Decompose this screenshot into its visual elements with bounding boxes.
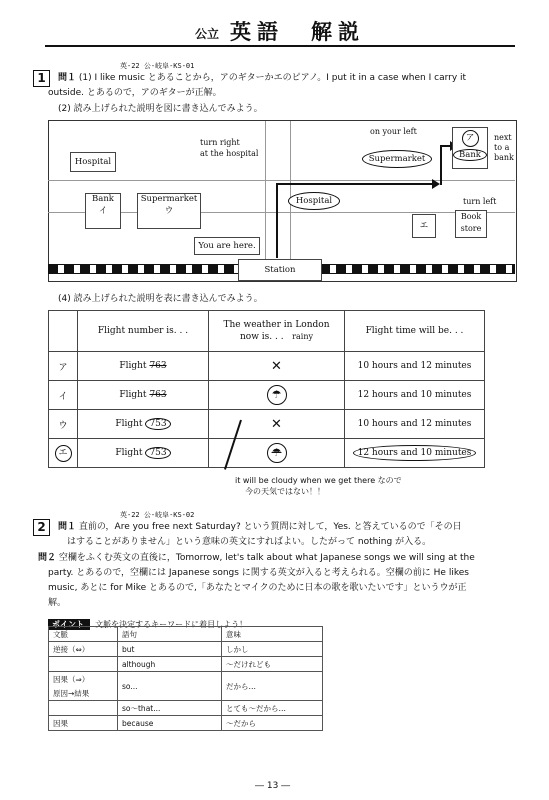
point-text: 文脈を決定するキーワードに着目しよう！ [95, 620, 248, 629]
bank-right-label: Bank [453, 149, 487, 161]
row-mark: ウ [49, 410, 78, 439]
q2-mon1 [58, 521, 528, 534]
page-title: 英語 解説 [230, 20, 365, 44]
kw-cell [49, 701, 118, 716]
row-time: 10 hours and 12 minutes [345, 410, 485, 439]
flight-label: Flight [115, 419, 143, 429]
row-flight [78, 410, 209, 439]
cloudy-note-line1: it will be cloudy when we get there なので [235, 476, 402, 485]
on-your-left-note: on your left [370, 127, 417, 136]
building-bank-right [452, 127, 488, 169]
kw-cell: although [118, 657, 222, 672]
rainy-note: rainy [292, 332, 313, 341]
crossed-out-icon: ✕ [271, 358, 282, 374]
kw-cell: 逆接（⇔） [49, 642, 118, 657]
cloudy-note-line2: 今の天気ではない！！ [245, 487, 325, 496]
row-mark: イ [49, 381, 78, 410]
building-station: Station [238, 259, 322, 281]
umbrella-icon: ☂ [267, 385, 287, 405]
table-row [49, 439, 485, 468]
q1-sub4: (4) 読み上げられた説明を表に書き込んでみよう。 [58, 294, 263, 304]
at-hospital-label: at the hospital [200, 149, 259, 158]
bookstore-label-1: Book [460, 212, 482, 221]
building-hospital-left: Hospital [70, 152, 116, 172]
row-time [345, 439, 485, 468]
building-hospital-mid: Hospital [288, 192, 340, 210]
flight-table-header [49, 311, 485, 352]
arrow-head [432, 179, 440, 189]
q1-mon1-line2: outside. とあるので，アのギターが正解。 [48, 88, 222, 98]
table-row [49, 381, 485, 410]
row-mark [49, 439, 78, 468]
publisher-label: 公立 [195, 27, 220, 41]
kw-cell: 〜だけれども [222, 657, 323, 672]
building-bookstore [455, 210, 487, 238]
q2-number-box: 2 [33, 519, 50, 536]
road-line [48, 180, 515, 181]
flight-label: Flight [119, 390, 147, 400]
q1-mon1 [58, 72, 528, 85]
row-weather [209, 410, 345, 439]
kw-cell: 原因→結果 [49, 686, 118, 701]
building-e: エ [412, 214, 436, 238]
header-blank [49, 311, 78, 352]
header-weather-line2 [209, 331, 344, 343]
road-line [290, 121, 291, 264]
q2-mon2-line4: 解。 [48, 598, 67, 608]
q2-code: 英-22 公-岐阜-KS-02 [120, 511, 195, 519]
q2-mon2-line2: party. とあるので，空欄には Japanese songs に関する英文が入ると考えられる。空欄の前に He likes [48, 568, 469, 578]
umbrella-crossed-icon: ☂ [267, 443, 287, 463]
q2-mon1-line2: はすることがありません」という意味の英文にすればよい。したがって nothing が入る。 [67, 537, 432, 547]
kw-cell [49, 657, 118, 672]
header-rule [45, 45, 515, 47]
header-weather [209, 311, 345, 352]
building-supermarket-right: Supermarket [362, 150, 432, 168]
q2-mon2-label: 問２ [38, 553, 57, 563]
table-row [49, 642, 323, 657]
e-mark-circled: エ [55, 445, 72, 462]
header-weather-line1: The weather in London [223, 320, 330, 330]
row-time: 10 hours and 12 minutes [345, 352, 485, 381]
row-flight [78, 352, 209, 381]
kw-cell: 〜だから [222, 716, 323, 731]
row-flight [78, 439, 209, 468]
u-mark: ウ [164, 206, 174, 216]
keyword-table [48, 626, 323, 731]
q1-mon1-line1: (1) I like music とあることから，アのギターかエのピアノ。I put it in a case when I carry it [78, 73, 467, 83]
keyword-table-header [49, 627, 323, 642]
table-row [49, 410, 485, 439]
kw-cell: but [118, 642, 222, 657]
flight-label: Flight [115, 448, 143, 458]
route-arrow [440, 145, 442, 185]
q2-mon2 [38, 552, 528, 565]
kw-header-context: 文脈 [49, 627, 118, 642]
building-bank-left [85, 193, 121, 229]
bank-left-label: Bank [92, 194, 114, 204]
kw-cell: so... [118, 672, 222, 701]
table-row [49, 701, 323, 716]
bank-label: bank [494, 153, 514, 162]
flight-number-crossed: 763 [149, 361, 167, 371]
page-number: ― 13 ― [255, 781, 291, 791]
next-to-bank-note [494, 133, 514, 163]
kw-header-meaning: 意味 [222, 627, 323, 642]
row-weather [209, 381, 345, 410]
turn-left-note: turn left [463, 197, 497, 206]
q1-sub2: (2) 読み上げられた説明を図に書き込んでみよう。 [58, 104, 263, 114]
table-row [49, 672, 323, 687]
table-row [49, 657, 323, 672]
q1-code: 英-22 公-岐阜-KS-01 [120, 62, 195, 70]
turn-right-label: turn right [200, 138, 240, 147]
kw-cell: とても〜だから… [222, 701, 323, 716]
you-are-here-label: You are here. [194, 237, 260, 255]
table-row [49, 352, 485, 381]
kw-header-phrase: 語句 [118, 627, 222, 642]
kw-cell: しかし [222, 642, 323, 657]
header-weather-now: now is. . . [239, 332, 284, 342]
flight-label: Flight [119, 361, 147, 371]
q2-mon2-line1: 空欄をふくむ英文の直後に，Tomorrow, let's talk about what Japanese songs we will sing at the [58, 553, 475, 563]
building-supermarket-left [137, 193, 201, 229]
q2-mon1-label: 問１ [58, 522, 77, 532]
to-a-label: to a [494, 143, 510, 152]
flight-number-circled: 753 [145, 447, 170, 459]
kw-cell: 因果 [49, 716, 118, 731]
kw-cell: 因果（⇒） [49, 672, 118, 687]
flight-table [48, 310, 485, 468]
i-mark: イ [98, 206, 108, 216]
row-time: 12 hours and 10 minutes [345, 381, 485, 410]
crossed-out-icon: ✕ [271, 416, 282, 432]
row-mark: ア [49, 352, 78, 381]
header-flight: Flight number is. . . [78, 311, 209, 352]
q2-mon2-line3: music, あとに for Mike とあるので,「あなたとマイクのために日本の歌を歌いたいです」というウが正 [48, 583, 467, 593]
next-label: next [494, 133, 512, 142]
cloudy-note [235, 475, 402, 497]
flight-number-circled: 753 [145, 418, 170, 430]
kw-cell: so〜that... [118, 701, 222, 716]
header-time: Flight time will be. . . [345, 311, 485, 352]
q2-mon1-line1: 直前の，Are you free next Saturday? という質問に対して，Yes. と答えているので「その日 [78, 522, 462, 532]
kw-cell: because [118, 716, 222, 731]
a-mark: ア [462, 130, 479, 147]
supermarket-left-label: Supermarket [140, 194, 198, 204]
kw-cell: だから… [222, 672, 323, 701]
row-weather [209, 352, 345, 381]
row-flight [78, 381, 209, 410]
road-line [265, 121, 266, 264]
time-circled: 12 hours and 10 minutes [353, 445, 477, 461]
q1-number-box: 1 [33, 70, 50, 87]
point-badge: ポイント [48, 619, 90, 630]
turn-right-note [200, 137, 258, 159]
route-arrow [276, 183, 436, 185]
bookstore-label-2: store [460, 224, 482, 233]
flight-number-crossed: 763 [149, 390, 167, 400]
q1-mon1-label: 問１ [58, 73, 77, 83]
table-row [49, 716, 323, 731]
route-arrow [276, 183, 278, 258]
